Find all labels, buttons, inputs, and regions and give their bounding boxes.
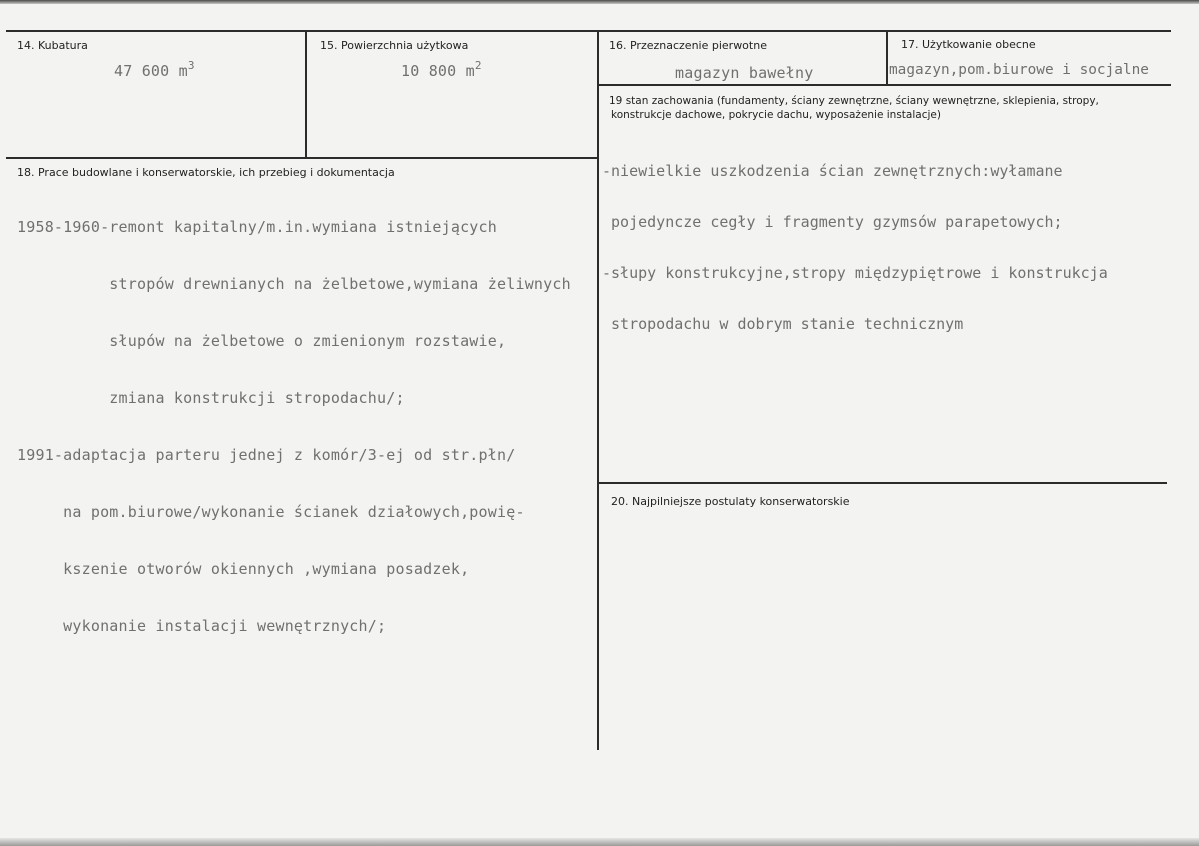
prace-line: zmiana konstrukcji stropodachu/; xyxy=(17,389,405,407)
prace-line: na pom.biurowe/wykonanie ścianek działowych,powię- xyxy=(17,503,525,521)
prace-line: 1958-1960-remont kapitalny/m.in.wymiana istniejących xyxy=(17,218,497,236)
page-top-edge xyxy=(0,0,1199,4)
powierzchnia-label: 15. Powierzchnia użytkowa xyxy=(320,39,469,52)
powierzchnia-unit-sup: 2 xyxy=(474,59,482,72)
rule-under-16-17 xyxy=(597,84,1171,86)
prace-line: słupów na żelbetowe o zmienionym rozstawie, xyxy=(17,332,507,350)
postulaty-label: 20. Najpilniejsze postulaty konserwatorskie xyxy=(611,495,850,508)
przeznaczenie-value: magazyn bawełny xyxy=(675,64,814,82)
prace-line: stropów drewnianych na żelbetowe,wymiana żeliwnych xyxy=(17,275,571,293)
powierzchnia-number: 10 800 m xyxy=(401,62,475,80)
rule-above-20 xyxy=(597,482,1167,484)
prace-line: 1991-adaptacja parteru jednej z komór/3-ej od str.płn/ xyxy=(17,446,516,464)
kubatura-unit-sup: 3 xyxy=(187,59,195,72)
uzytkowanie-label: 17. Użytkowanie obecne xyxy=(901,38,1036,51)
stan-line: -niewielkie uszkodzenia ścian zewnętrznych:wyłamane xyxy=(602,162,1063,180)
page-bottom-edge xyxy=(0,838,1199,846)
uzytkowanie-value: magazyn,pom.biurowe i socjalne xyxy=(889,62,1149,78)
prace-line: wykonanie instalacji wewnętrznych/; xyxy=(17,617,387,635)
stan-label-line1: 19 stan zachowania (fundamenty, ściany zewnętrzne, ściany wewnętrzne, sklepienia, stropy, xyxy=(609,95,1099,107)
divider-center xyxy=(597,30,599,750)
top-rule xyxy=(6,30,1171,32)
stan-text xyxy=(602,130,1108,350)
kubatura-value xyxy=(114,59,195,80)
stan-line: -słupy konstrukcyjne,stropy międzypiętrowe i konstrukcja xyxy=(602,264,1108,282)
divider-16-17 xyxy=(886,30,888,85)
stan-label-line2: konstrukcje dachowe, pokrycie dachu, wyposażenie instalacje) xyxy=(611,109,941,121)
przeznaczenie-label: 16. Przeznaczenie pierwotne xyxy=(609,39,767,52)
kubatura-number: 47 600 m xyxy=(114,62,188,80)
powierzchnia-value xyxy=(401,59,482,80)
kubatura-label: 14. Kubatura xyxy=(17,39,88,52)
prace-line: kszenie otworów okiennych ,wymiana posadzek, xyxy=(17,560,470,578)
divider-14-15 xyxy=(305,30,307,158)
stan-line: pojedyncze cegły i fragmenty gzymsów parapetowych; xyxy=(602,213,1063,231)
stan-line: stropodachu w dobrym stanie technicznym xyxy=(602,315,964,333)
prace-label: 18. Prace budowlane i konserwatorskie, ich przebieg i dokumentacja xyxy=(17,166,395,179)
mid-rule-left xyxy=(6,157,598,159)
prace-text xyxy=(17,180,571,655)
